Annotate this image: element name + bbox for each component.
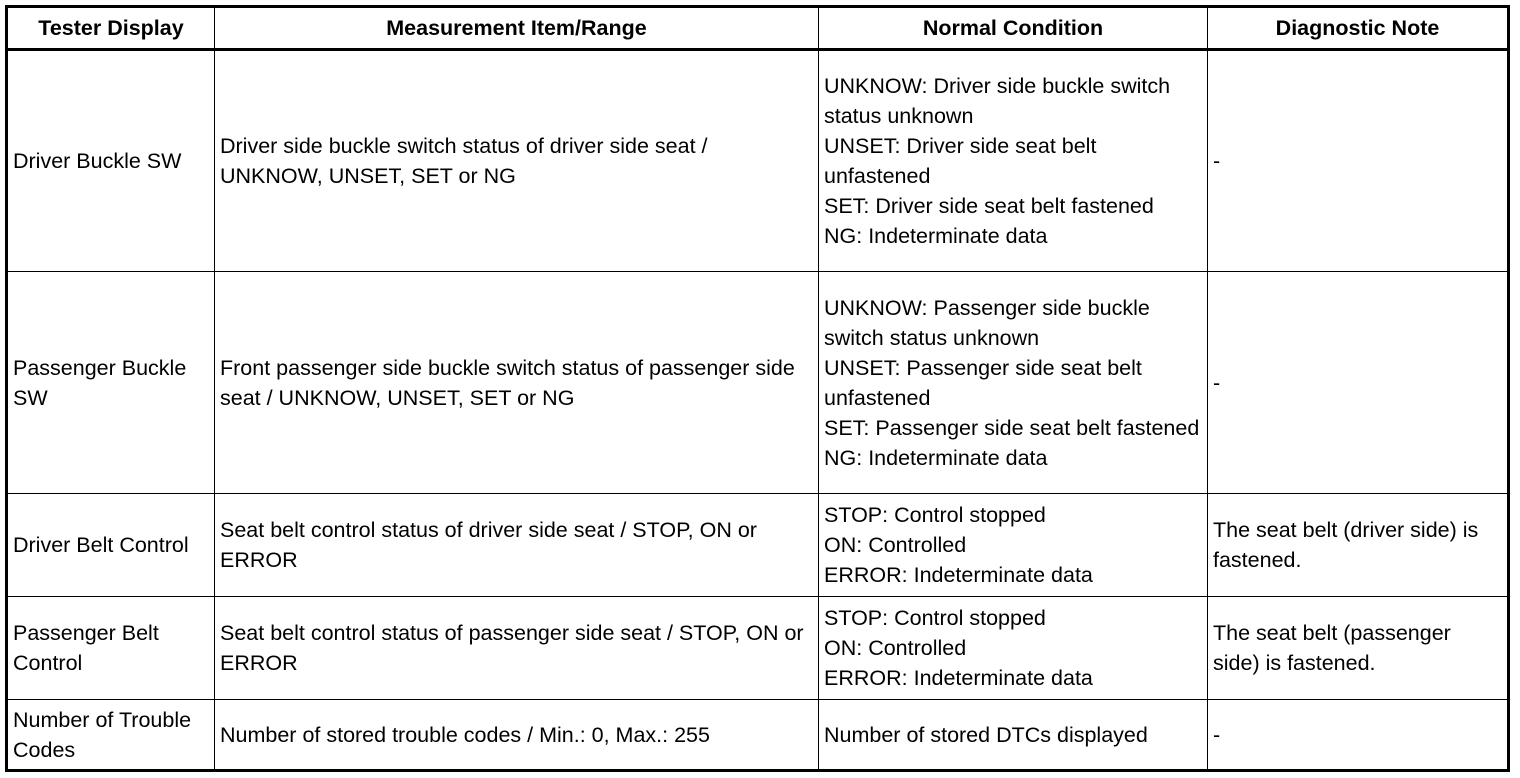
- cell-normal-condition: [819, 50, 1208, 272]
- cell-measurement: Number of stored trouble codes / Min.: 0, Max.: 255: [215, 700, 819, 771]
- header-normal-condition: Normal Condition: [819, 7, 1208, 50]
- header-row: [7, 7, 1509, 50]
- cell-diagnostic-note: The seat belt (driver side) is fastened.: [1208, 494, 1509, 597]
- cell-measurement: Seat belt control status of passenger side seat / STOP, ON or ERROR: [215, 597, 819, 700]
- cell-tester-display: Number of Trouble Codes: [7, 700, 215, 771]
- cell-tester-display: Passenger Buckle SW: [7, 272, 215, 494]
- data-list-table: [5, 5, 1510, 772]
- cell-tester-display: Passenger Belt Control: [7, 597, 215, 700]
- cell-measurement: Seat belt control status of driver side seat / STOP, ON or ERROR: [215, 494, 819, 597]
- cell-diagnostic-note: -: [1208, 50, 1509, 272]
- cell-diagnostic-note: -: [1208, 272, 1509, 494]
- cell-normal-condition: [819, 494, 1208, 597]
- normal-condition-text: UNKNOW: Passenger side buckle switch status unknown UNSET: Passenger side seat belt unfastened SET: Passenger side seat belt fastened NG: Indeterminate data: [824, 295, 1200, 470]
- table-row: [7, 597, 1509, 700]
- cell-normal-condition: [819, 597, 1208, 700]
- normal-condition-text: STOP: Control stopped ON: Controlled ERROR: Indeterminate data: [824, 503, 1093, 587]
- normal-condition-text: STOP: Control stopped ON: Controlled ERROR: Indeterminate data: [824, 606, 1093, 690]
- header-measurement-item: Measurement Item/Range: [215, 7, 819, 50]
- normal-condition-text: Number of stored DTCs displayed: [824, 722, 1148, 747]
- table-row: [7, 494, 1509, 597]
- cell-tester-display: Driver Belt Control: [7, 494, 215, 597]
- table-row: [7, 700, 1509, 771]
- cell-diagnostic-note: -: [1208, 700, 1509, 771]
- table-row: [7, 272, 1509, 494]
- normal-condition-text: UNKNOW: Driver side buckle switch status unknown UNSET: Driver side seat belt unfastened SET: Driver side seat belt fastened NG: Indeterminate data: [824, 74, 1171, 248]
- cell-normal-condition: [819, 272, 1208, 494]
- table-row: [7, 50, 1509, 272]
- cell-diagnostic-note: The seat belt (passenger side) is fastened.: [1208, 597, 1509, 700]
- cell-normal-condition: [819, 700, 1208, 771]
- cell-measurement: Driver side buckle switch status of driver side seat / UNKNOW, UNSET, SET or NG: [215, 50, 819, 272]
- cell-measurement: Front passenger side buckle switch status of passenger side seat / UNKNOW, UNSET, SET or NG: [215, 272, 819, 494]
- cell-tester-display: Driver Buckle SW: [7, 50, 215, 272]
- header-diagnostic-note: Diagnostic Note: [1208, 7, 1509, 50]
- header-tester-display: Tester Display: [7, 7, 215, 50]
